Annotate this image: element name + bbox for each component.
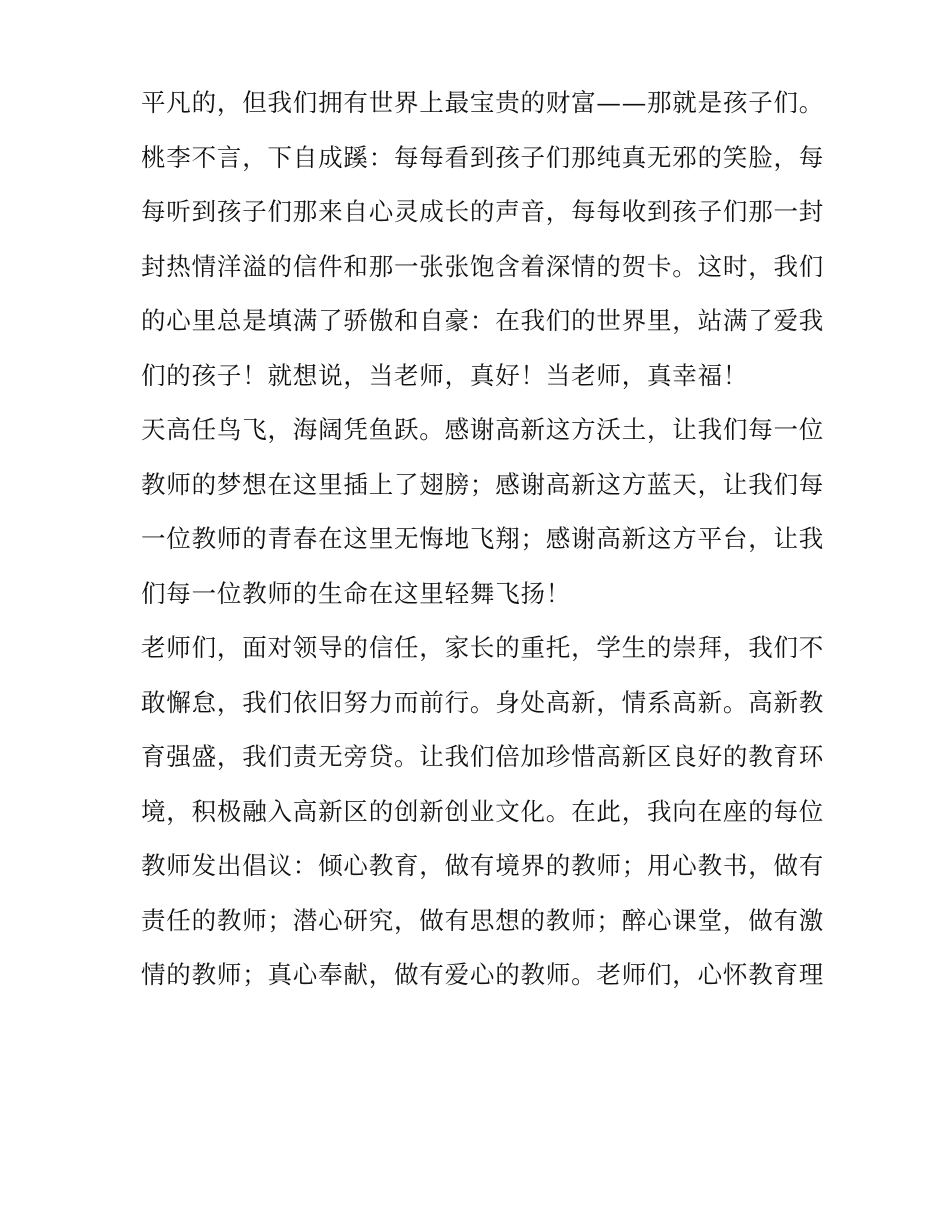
text-line: 老师们，面对领导的信任，家长的重托，学生的崇拜，我们不 xyxy=(141,633,825,662)
text-line: 们的孩子！就想说，当老师，真好！当老师，真幸福！ xyxy=(141,360,749,390)
text-line: 平凡的，但我们拥有世界上最宝贵的财富——那就是孩子们。 xyxy=(141,88,825,117)
text-line: 封热情洋溢的信件和那一张张饱含着深情的贺卡。这时，我们 xyxy=(141,251,825,281)
text-line: 责任的教师；潜心研究，做有思想的教师；醉心课堂，做有激 xyxy=(141,905,825,935)
text-line: 教师发出倡议：倾心教育，做有境界的教师；用心教书，做有 xyxy=(141,851,825,880)
text-line: 境，积极融入高新区的创新创业文化。在此，我向在座的每位 xyxy=(141,796,825,826)
text-line: 一位教师的青春在这里无悔地飞翔；感谢高新这方平台，让我 xyxy=(141,524,825,553)
text-line: 敢懈怠，我们依旧努力而前行。身处高新，情系高新。高新教 xyxy=(141,687,825,717)
text-line: 情的教师；真心奉献，做有爱心的教师。老师们，心怀教育理 xyxy=(141,960,825,989)
text-line: 天高任鸟飞，海阔凭鱼跃。感谢高新这方沃土，让我们每一位 xyxy=(141,415,825,444)
text-line: 桃李不言，下自成蹊：每每看到孩子们那纯真无邪的笑脸，每 xyxy=(141,142,825,172)
text-line: 教师的梦想在这里插上了翅膀；感谢高新这方蓝天，让我们每 xyxy=(141,469,825,499)
text-line: 们每一位教师的生命在这里轻舞飞扬！ xyxy=(141,578,572,608)
text-line: 育强盛，我们责无旁贷。让我们倍加珍惜高新区良好的教育环 xyxy=(141,742,825,771)
document-body xyxy=(141,76,825,1003)
text-line: 每听到孩子们那来自心灵成长的声音，每每收到孩子们那一封 xyxy=(141,197,825,226)
text-line: 的心里总是填满了骄傲和自豪：在我们的世界里，站满了爱我 xyxy=(141,306,825,335)
